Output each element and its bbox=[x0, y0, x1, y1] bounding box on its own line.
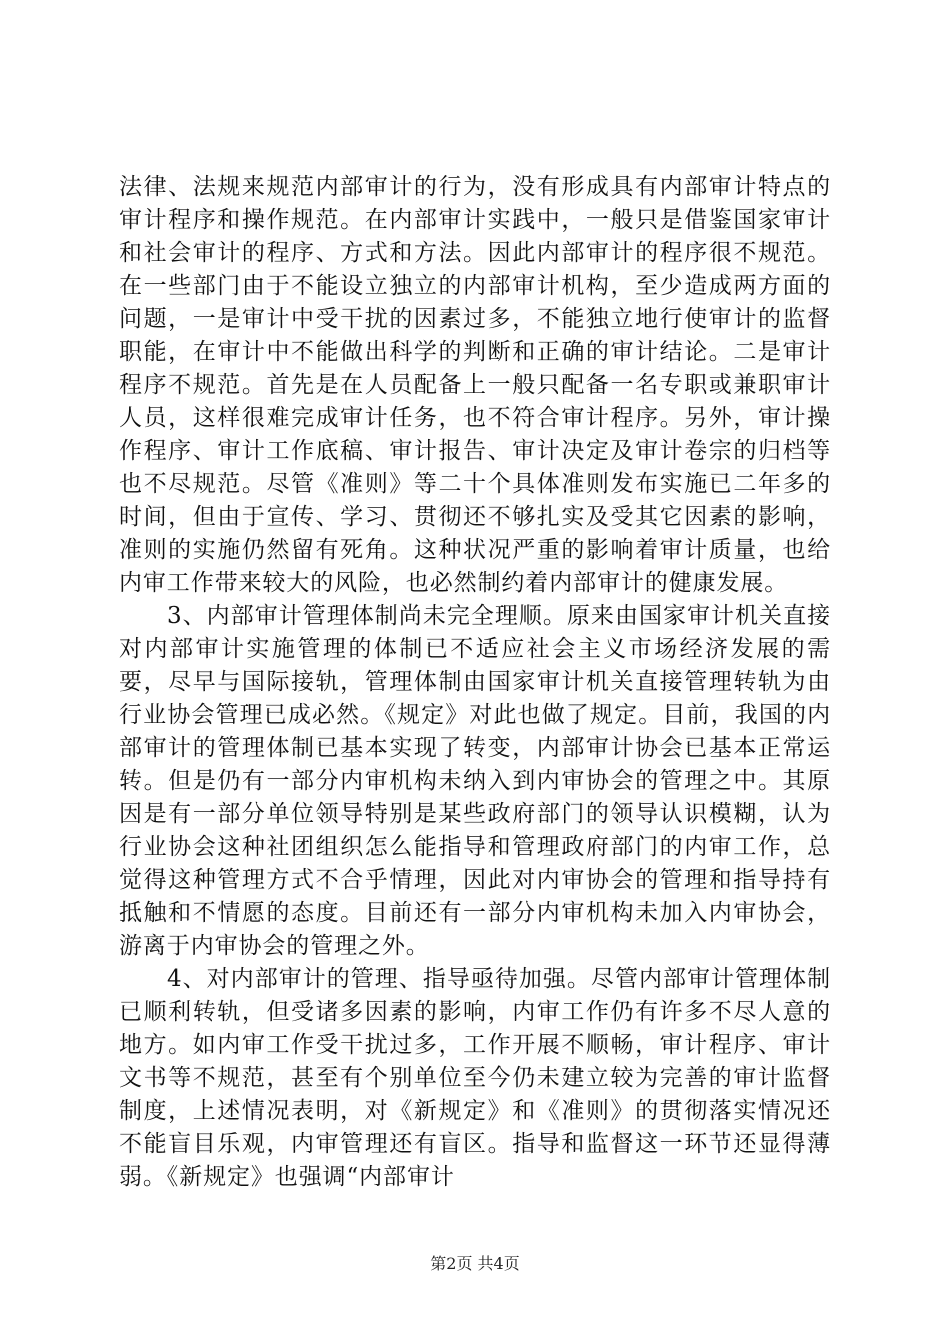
paragraph-3: 4、对内部审计的管理、指导亟待加强。尽管内部审计管理体制已顺利转轨，但受诸多因素的影响，内审工作仍有许多不尽人意的地方。如内审工作受干扰过多，工作开展不顺畅，审计程序、审计文书等不规范，甚至有个别单位至今仍未建立较为完善的审计监督制度，上述情况表明，对《新规定》和《准则》的贯彻落实情况还不能盲目乐观，内审管理还有盲区。指导和监督这一环节还显得薄弱。《新规定》也强调“内部审计 bbox=[119, 966, 831, 1190]
page-footer: 第2页 共4页 bbox=[430, 1254, 520, 1273]
document-body bbox=[119, 171, 831, 1194]
paragraph-2: 3、内部审计管理体制尚未完全理顺。原来由国家审计机关直接对内部审计实施管理的体制已不适应社会主义市场经济发展的需要，尽早与国际接轨，管理体制由国家审计机关直接管理转轨为由行业协会管理已成必然。《规定》对此也做了规定。目前，我国的内部审计的管理体制已基本实现了转变，内部审计协会已基本正常运转。但是仍有一部分内审机构未纳入到内审协会的管理之中。其原因是有一部分单位领导特别是某些政府部门的领导认识模糊，认为行业协会这种社团组织怎么能指导和管理政府部门的内审工作，总觉得这种管理方式不合乎情理，因此对内审协会的管理和指导持有抵触和不情愿的态度。目前还有一部分内审机构未加入内审协会，游离于内审协会的管理之外。 bbox=[119, 603, 831, 959]
paragraph-1: 法律、法规来规范内部审计的行为，没有形成具有内部审计特点的审计程序和操作规范。在内部审计实践中，一般只是借鉴国家审计和社会审计的程序、方式和方法。因此内部审计的程序很不规范。在一些部门由于不能设立独立的内部审计机构，至少造成两方面的问题，一是审计中受干扰的因素过多，不能独立地行使审计的监督职能，在审计中不能做出科学的判断和正确的审计结论。二是审计程序不规范。首先是在人员配备上一般只配备一名专职或兼职审计人员，这样很难完成审计任务，也不符合审计程序。另外，审计操作程序、审计工作底稿、审计报告、审计决定及审计卷宗的归档等也不尽规范。尽管《准则》等二十个具体准则发布实施已二年多的时间，但由于宣传、学习、贯彻还不够扎实及受其它因素的影响，准则的实施仍然留有死角。这种状况严重的影响着审计质量，也给内审工作带来较大的风险，也必然制约着内部审计的健康发展。 bbox=[119, 174, 831, 596]
